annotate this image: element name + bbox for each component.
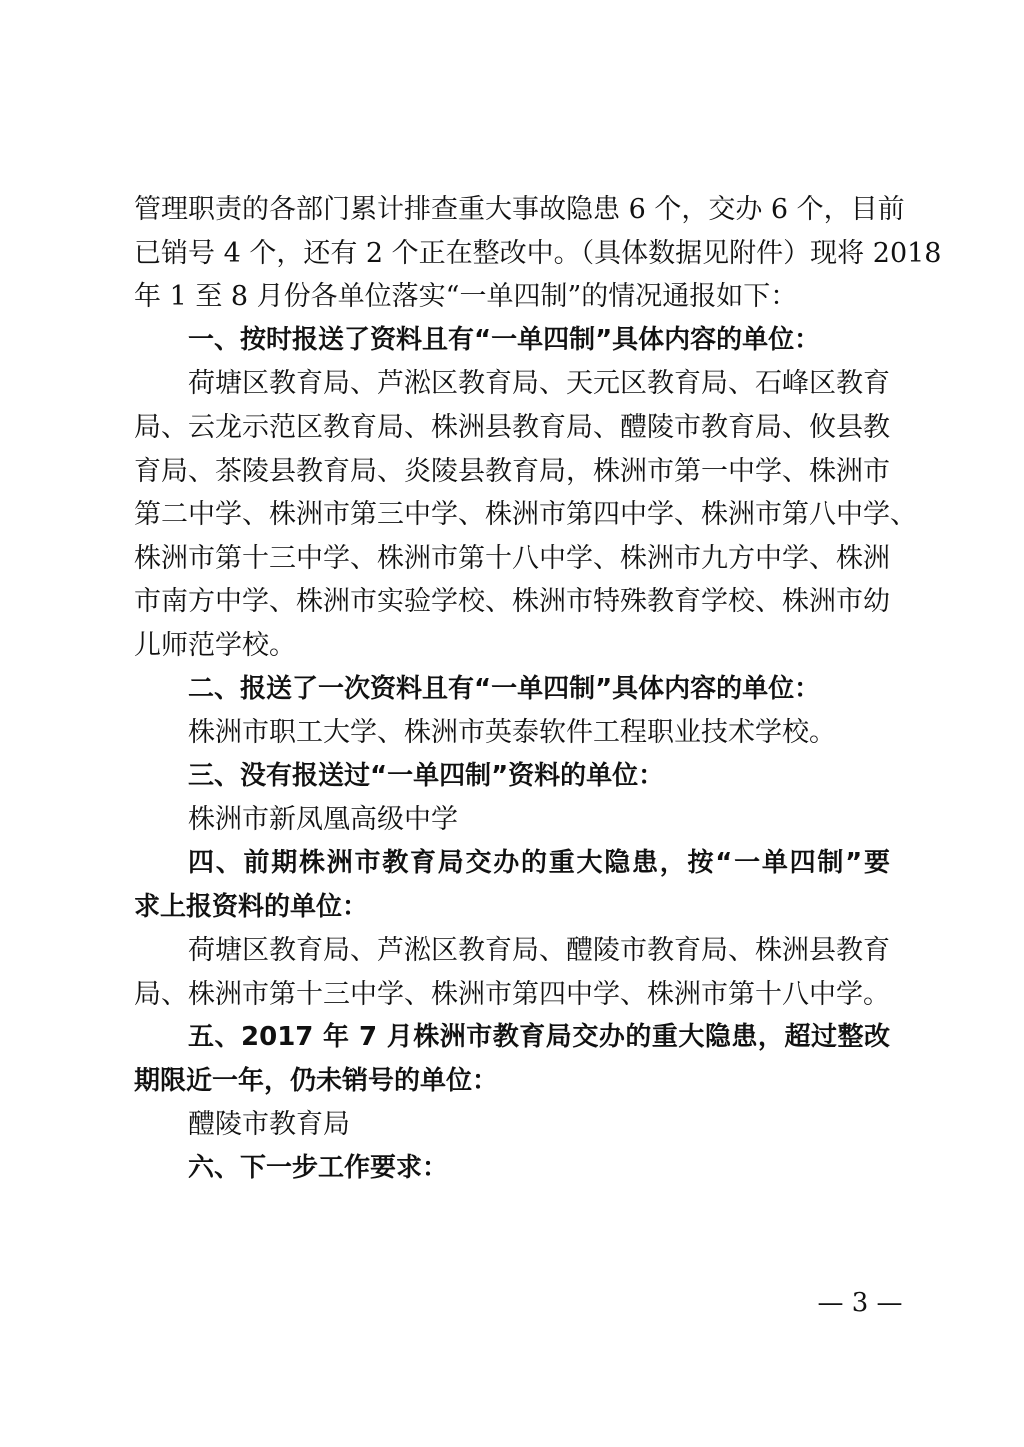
section-5-heading-line-1: 五、2017 年 7 月株洲市教育局交办的重大隐患，超过整改 — [188, 1022, 890, 1053]
section-1-line-3: 育局、茶陵县教育局、炎陵县教育局，株洲市第一中学、株洲市 — [134, 455, 890, 487]
section-1-line-4: 第二中学、株洲市第三中学、株洲市第四中学、株洲市第八中学、 — [134, 499, 917, 531]
section-3-heading: 三、没有报送过“一单四制”资料的单位： — [188, 760, 665, 791]
section-4-heading-line-2: 求上报资料的单位： — [134, 891, 369, 922]
section-1-line-7: 儿师范学校。 — [134, 629, 296, 661]
section-2-content: 株洲市职工大学、株洲市英泰软件工程职业技术学校。 — [188, 717, 836, 749]
intro-line-2: 已销号 4 个，还有 2 个正在整改中。（具体数据见附件）现将 2018 — [134, 237, 942, 269]
section-5-heading-line-2: 期限近一年，仍未销号的单位： — [134, 1065, 499, 1096]
section-1-line-2: 局、云龙示范区教育局、株洲县教育局、醴陵市教育局、攸县教 — [134, 411, 890, 443]
page-number: — 3 — — [817, 1288, 903, 1318]
intro-line-3: 年 1 至 8 月份各单位落实“一单四制”的情况通报如下： — [134, 281, 798, 313]
intro-line-1: 管理职责的各部门累计排查重大事故隐患 6 个，交办 6 个，目前 — [134, 194, 905, 225]
section-3-content: 株洲市新凤凰高级中学 — [188, 804, 458, 836]
section-6-heading: 六、下一步工作要求： — [188, 1153, 449, 1184]
section-5-content: 醴陵市教育局 — [188, 1109, 350, 1141]
section-4-line-1: 荷塘区教育局、芦淞区教育局、醴陵市教育局、株洲县教育 — [188, 935, 890, 967]
section-1-line-1: 荷塘区教育局、芦淞区教育局、天元区教育局、石峰区教育 — [188, 368, 890, 400]
section-1-line-6: 市南方中学、株洲市实验学校、株洲市特殊教育学校、株洲市幼 — [134, 586, 890, 618]
section-4-line-2: 局、株洲市第十三中学、株洲市第四中学、株洲市第十八中学。 — [134, 978, 890, 1010]
section-1-line-5: 株洲市第十三中学、株洲市第十八中学、株洲市九方中学、株洲 — [134, 542, 890, 574]
document-body — [134, 188, 942, 1191]
section-1-heading: 一、按时报送了资料且有“一单四制”具体内容的单位： — [188, 324, 821, 355]
section-2-heading: 二、报送了一次资料且有“一单四制”具体内容的单位： — [188, 673, 821, 704]
section-4-heading-line-1: 四、前期株洲市教育局交办的重大隐患，按“一单四制”要 — [188, 847, 890, 878]
